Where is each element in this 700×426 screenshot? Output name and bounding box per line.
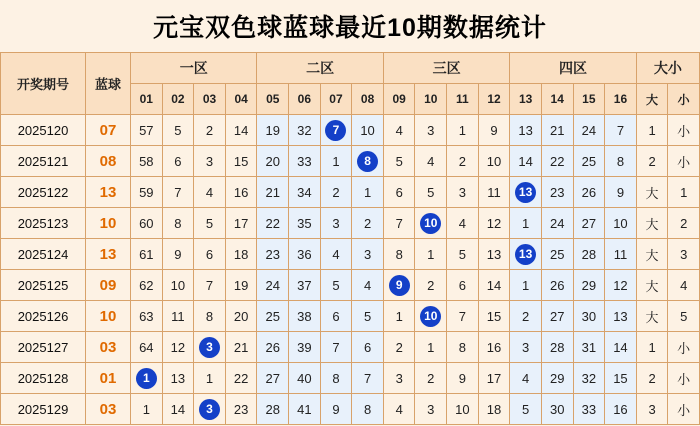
- cell-number: 12: [478, 208, 510, 239]
- cell-number: 14: [225, 115, 257, 146]
- cell-number: 4: [383, 115, 415, 146]
- cell-size-small: 小: [668, 115, 700, 146]
- cell-number: 10: [162, 270, 194, 301]
- cell-number: 4: [415, 146, 447, 177]
- cell-size-big: 3: [636, 394, 668, 425]
- cell-number: 2: [352, 208, 384, 239]
- cell-number: 22: [541, 146, 573, 177]
- cell-number: 40: [289, 363, 321, 394]
- cell-size-big: 大: [636, 239, 668, 270]
- cell-size-big: 大: [636, 177, 668, 208]
- header-col-03: 03: [194, 84, 226, 115]
- table-row: [1, 177, 700, 208]
- cell-size-small: 1: [668, 177, 700, 208]
- highlight-ball: 1: [136, 368, 157, 389]
- cell-number: 8: [447, 332, 479, 363]
- cell-number: 24: [573, 115, 605, 146]
- cell-blue-ball: 01: [86, 363, 131, 394]
- cell-number: [194, 332, 226, 363]
- highlight-ball: 8: [357, 151, 378, 172]
- cell-number: 5: [415, 177, 447, 208]
- cell-number: 7: [162, 177, 194, 208]
- cell-number: 4: [194, 177, 226, 208]
- cell-number: 17: [225, 208, 257, 239]
- cell-number: 20: [225, 301, 257, 332]
- cell-number: 1: [194, 363, 226, 394]
- cell-number: 5: [383, 146, 415, 177]
- statistics-table: [0, 52, 700, 425]
- header-zone-1: 一区: [131, 53, 257, 84]
- cell-number: 10: [478, 146, 510, 177]
- cell-number: 57: [131, 115, 163, 146]
- cell-number: 3: [352, 239, 384, 270]
- cell-number: 11: [162, 301, 194, 332]
- cell-number: 28: [257, 394, 289, 425]
- cell-number: 25: [573, 146, 605, 177]
- cell-number: 23: [541, 177, 573, 208]
- cell-number: 3: [415, 394, 447, 425]
- cell-size-big: 大: [636, 208, 668, 239]
- table-row: [1, 332, 700, 363]
- cell-size-small: 3: [668, 239, 700, 270]
- cell-number: 5: [447, 239, 479, 270]
- cell-number: [510, 177, 542, 208]
- cell-number: 1: [383, 301, 415, 332]
- header-col-08: 08: [352, 84, 384, 115]
- cell-number: [194, 394, 226, 425]
- cell-size-small: 小: [668, 363, 700, 394]
- cell-blue-ball: 03: [86, 332, 131, 363]
- cell-number: 60: [131, 208, 163, 239]
- cell-size-big: 2: [636, 146, 668, 177]
- cell-number: 2: [320, 177, 352, 208]
- cell-number: 15: [478, 301, 510, 332]
- cell-number: 9: [605, 177, 637, 208]
- cell-number: 6: [383, 177, 415, 208]
- cell-number: 9: [162, 239, 194, 270]
- table-body: [1, 115, 700, 425]
- header-size-big: 大: [636, 84, 668, 115]
- header-col-05: 05: [257, 84, 289, 115]
- cell-number: 37: [289, 270, 321, 301]
- cell-number: 12: [605, 270, 637, 301]
- cell-blue-ball: 08: [86, 146, 131, 177]
- header-col-02: 02: [162, 84, 194, 115]
- cell-number: [415, 301, 447, 332]
- cell-size-small: 小: [668, 394, 700, 425]
- cell-size-big: 1: [636, 332, 668, 363]
- cell-number: 6: [320, 301, 352, 332]
- cell-number: 59: [131, 177, 163, 208]
- header-col-10: 10: [415, 84, 447, 115]
- cell-number: 4: [352, 270, 384, 301]
- cell-number: 5: [194, 208, 226, 239]
- cell-number: 64: [131, 332, 163, 363]
- cell-number: 9: [478, 115, 510, 146]
- cell-size-big: 2: [636, 363, 668, 394]
- header-col-09: 09: [383, 84, 415, 115]
- table-row: [1, 363, 700, 394]
- cell-number: 19: [225, 270, 257, 301]
- cell-number: 13: [510, 115, 542, 146]
- cell-blue-ball: 13: [86, 239, 131, 270]
- header-size-small: 小: [668, 84, 700, 115]
- highlight-ball: 10: [420, 213, 441, 234]
- cell-number: 4: [383, 394, 415, 425]
- cell-number: 24: [257, 270, 289, 301]
- cell-blue-ball: 10: [86, 208, 131, 239]
- cell-number: 3: [194, 146, 226, 177]
- highlight-ball: 10: [420, 306, 441, 327]
- cell-number: 1: [352, 177, 384, 208]
- cell-blue-ball: 13: [86, 177, 131, 208]
- cell-number: 4: [320, 239, 352, 270]
- cell-number: 7: [352, 363, 384, 394]
- cell-number: 13: [478, 239, 510, 270]
- header-col-13: 13: [510, 84, 542, 115]
- cell-number: [352, 146, 384, 177]
- header-row-top: [1, 53, 700, 84]
- cell-size-small: 小: [668, 146, 700, 177]
- cell-number: 17: [478, 363, 510, 394]
- cell-number: 7: [320, 332, 352, 363]
- cell-issue: 2025121: [1, 146, 86, 177]
- cell-number: 29: [573, 270, 605, 301]
- cell-number: 16: [478, 332, 510, 363]
- cell-number: 34: [289, 177, 321, 208]
- cell-number: [510, 239, 542, 270]
- cell-number: 29: [541, 363, 573, 394]
- cell-number: 14: [162, 394, 194, 425]
- cell-number: 62: [131, 270, 163, 301]
- highlight-ball: 7: [325, 120, 346, 141]
- cell-number: 8: [162, 208, 194, 239]
- cell-number: 7: [447, 301, 479, 332]
- cell-number: 13: [162, 363, 194, 394]
- cell-size-big: 1: [636, 115, 668, 146]
- highlight-ball: 13: [515, 182, 536, 203]
- cell-blue-ball: 09: [86, 270, 131, 301]
- cell-number: 24: [541, 208, 573, 239]
- cell-number: 27: [541, 301, 573, 332]
- cell-number: 1: [320, 146, 352, 177]
- cell-issue: 2025120: [1, 115, 86, 146]
- cell-number: 8: [352, 394, 384, 425]
- cell-number: 19: [257, 115, 289, 146]
- header-col-14: 14: [541, 84, 573, 115]
- cell-number: 1: [510, 208, 542, 239]
- header-col-04: 04: [225, 84, 257, 115]
- cell-number: 39: [289, 332, 321, 363]
- cell-number: 4: [447, 208, 479, 239]
- cell-issue: 2025122: [1, 177, 86, 208]
- highlight-ball: 3: [199, 337, 220, 358]
- title-bar: [0, 0, 700, 52]
- cell-number: 5: [320, 270, 352, 301]
- cell-number: 18: [225, 239, 257, 270]
- cell-number: 3: [320, 208, 352, 239]
- table-row: [1, 146, 700, 177]
- cell-number: 1: [131, 394, 163, 425]
- cell-number: 28: [541, 332, 573, 363]
- cell-number: 27: [573, 208, 605, 239]
- header-zone-4: 四区: [510, 53, 636, 84]
- cell-number: 23: [225, 394, 257, 425]
- cell-issue: 2025129: [1, 394, 86, 425]
- cell-number: 8: [194, 301, 226, 332]
- table-head: [1, 53, 700, 115]
- cell-number: 2: [383, 332, 415, 363]
- cell-number: 2: [194, 115, 226, 146]
- cell-number: 21: [257, 177, 289, 208]
- cell-number: 4: [510, 363, 542, 394]
- cell-number: 32: [289, 115, 321, 146]
- header-col-12: 12: [478, 84, 510, 115]
- cell-issue: 2025123: [1, 208, 86, 239]
- cell-size-small: 2: [668, 208, 700, 239]
- cell-size-small: 5: [668, 301, 700, 332]
- cell-number: 27: [257, 363, 289, 394]
- cell-number: 5: [510, 394, 542, 425]
- cell-number: 10: [605, 208, 637, 239]
- cell-size-big: 大: [636, 301, 668, 332]
- cell-number: 38: [289, 301, 321, 332]
- page-title: 元宝双色球蓝球最近10期数据统计: [153, 14, 547, 42]
- cell-number: 14: [605, 332, 637, 363]
- cell-number: 3: [510, 332, 542, 363]
- header-col-01: 01: [131, 84, 163, 115]
- cell-number: 31: [573, 332, 605, 363]
- header-col-11: 11: [447, 84, 479, 115]
- cell-number: 21: [541, 115, 573, 146]
- cell-number: 22: [257, 208, 289, 239]
- header-zone-3: 三区: [383, 53, 509, 84]
- cell-number: 14: [510, 146, 542, 177]
- cell-number: 58: [131, 146, 163, 177]
- cell-number: 15: [605, 363, 637, 394]
- header-issue: 开奖期号: [1, 53, 86, 115]
- cell-issue: 2025125: [1, 270, 86, 301]
- cell-number: 15: [225, 146, 257, 177]
- cell-number: 26: [257, 332, 289, 363]
- cell-number: 26: [541, 270, 573, 301]
- cell-number: 5: [352, 301, 384, 332]
- cell-number: 18: [478, 394, 510, 425]
- cell-number: 7: [383, 208, 415, 239]
- cell-number: [131, 363, 163, 394]
- cell-number: 28: [573, 239, 605, 270]
- cell-number: 8: [383, 239, 415, 270]
- header-col-07: 07: [320, 84, 352, 115]
- cell-blue-ball: 03: [86, 394, 131, 425]
- cell-number: 1: [447, 115, 479, 146]
- cell-number: 33: [289, 146, 321, 177]
- header-col-16: 16: [605, 84, 637, 115]
- header-size-group: 大小: [636, 53, 699, 84]
- cell-number: 14: [478, 270, 510, 301]
- cell-number: 9: [320, 394, 352, 425]
- highlight-ball: 13: [515, 244, 536, 265]
- cell-number: 7: [605, 115, 637, 146]
- cell-number: 5: [162, 115, 194, 146]
- highlight-ball: 9: [389, 275, 410, 296]
- highlight-ball: 3: [199, 399, 220, 420]
- cell-number: 3: [415, 115, 447, 146]
- header-blue: 蓝球: [86, 53, 131, 115]
- cell-number: 1: [415, 332, 447, 363]
- cell-number: 13: [605, 301, 637, 332]
- cell-number: 23: [257, 239, 289, 270]
- cell-number: 30: [541, 394, 573, 425]
- cell-number: 1: [415, 239, 447, 270]
- header-col-15: 15: [573, 84, 605, 115]
- cell-number: 6: [352, 332, 384, 363]
- cell-number: 61: [131, 239, 163, 270]
- cell-number: 6: [194, 239, 226, 270]
- cell-number: 3: [447, 177, 479, 208]
- cell-number: 2: [415, 270, 447, 301]
- cell-number: [320, 115, 352, 146]
- cell-number: 41: [289, 394, 321, 425]
- cell-number: [383, 270, 415, 301]
- cell-number: 20: [257, 146, 289, 177]
- cell-issue: 2025127: [1, 332, 86, 363]
- cell-number: 63: [131, 301, 163, 332]
- table-row: [1, 270, 700, 301]
- cell-size-big: 大: [636, 270, 668, 301]
- cell-number: 16: [225, 177, 257, 208]
- cell-number: 2: [447, 146, 479, 177]
- table-row: [1, 301, 700, 332]
- cell-size-small: 4: [668, 270, 700, 301]
- table-row: [1, 394, 700, 425]
- cell-blue-ball: 07: [86, 115, 131, 146]
- cell-number: 10: [352, 115, 384, 146]
- cell-issue: 2025128: [1, 363, 86, 394]
- cell-number: 7: [194, 270, 226, 301]
- cell-issue: 2025124: [1, 239, 86, 270]
- cell-number: 11: [478, 177, 510, 208]
- cell-number: 36: [289, 239, 321, 270]
- table-row: [1, 239, 700, 270]
- table-row: [1, 115, 700, 146]
- cell-number: 21: [225, 332, 257, 363]
- cell-number: 8: [320, 363, 352, 394]
- cell-number: 16: [605, 394, 637, 425]
- cell-number: 2: [510, 301, 542, 332]
- cell-issue: 2025126: [1, 301, 86, 332]
- cell-number: 25: [257, 301, 289, 332]
- cell-number: 11: [605, 239, 637, 270]
- cell-number: 3: [383, 363, 415, 394]
- cell-number: 9: [447, 363, 479, 394]
- cell-number: 8: [605, 146, 637, 177]
- cell-number: 2: [415, 363, 447, 394]
- cell-number: 10: [447, 394, 479, 425]
- header-col-06: 06: [289, 84, 321, 115]
- cell-number: 35: [289, 208, 321, 239]
- cell-number: 12: [162, 332, 194, 363]
- cell-number: 6: [447, 270, 479, 301]
- cell-blue-ball: 10: [86, 301, 131, 332]
- cell-number: 22: [225, 363, 257, 394]
- cell-number: 25: [541, 239, 573, 270]
- cell-number: 6: [162, 146, 194, 177]
- cell-number: 33: [573, 394, 605, 425]
- cell-number: 26: [573, 177, 605, 208]
- cell-number: 30: [573, 301, 605, 332]
- cell-number: 32: [573, 363, 605, 394]
- cell-size-small: 小: [668, 332, 700, 363]
- cell-number: [415, 208, 447, 239]
- cell-number: 1: [510, 270, 542, 301]
- header-zone-2: 二区: [257, 53, 383, 84]
- table-row: [1, 208, 700, 239]
